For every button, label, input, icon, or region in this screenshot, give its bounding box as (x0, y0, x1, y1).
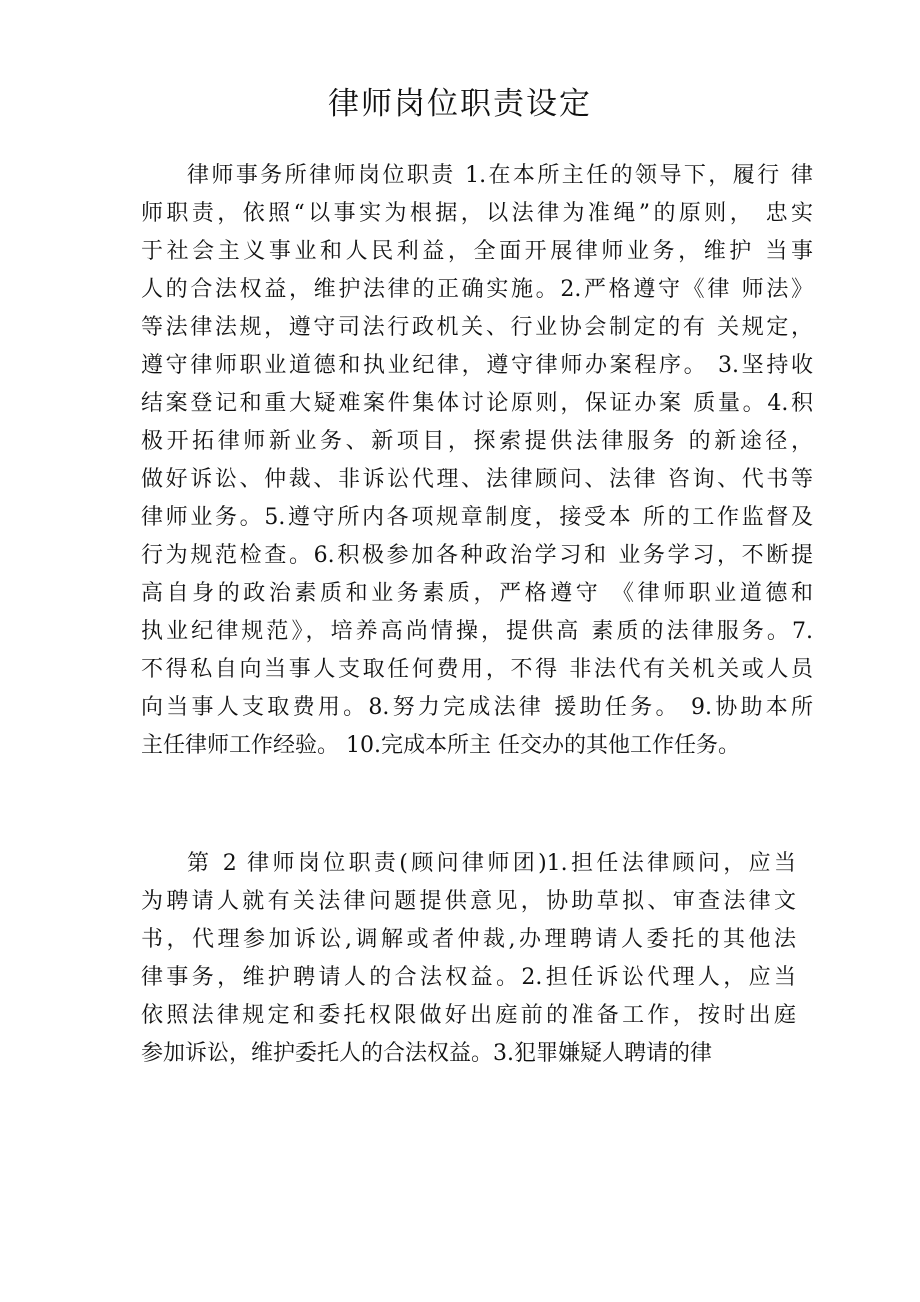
text-line: 律事务，维护聘请人的合法权益。2.担任诉讼代理人，应当 (141, 965, 796, 990)
text-line: 极开拓律师新业务、新项目，探索提供法律服务 的新途径， (141, 429, 813, 454)
text-line: 向当事人支取费用。8.努力完成法律 援助任务。 9.协助本所 (141, 695, 813, 720)
text-line: 等法律法规，遵守司法行政机关、行业协会制定的有 关规定， (141, 315, 813, 340)
paragraph-lawyer-duties (141, 157, 813, 765)
text-line: 第 2 律师岗位职责(顾问律师团)1.担任法律顾问，应当 (187, 851, 796, 876)
text-line: 于社会主义事业和人民利益，全面开展律师业务，维护 当事 (141, 239, 813, 264)
text-line: 做好诉讼、仲裁、非诉讼代理、法律顾问、法律 咨询、代书等 (141, 467, 813, 492)
text-line: 高自身的政治素质和业务素质，严格遵守 《律师职业道德和 (141, 581, 813, 606)
text-line: 律师业务。5.遵守所内各项规章制度，接受本 所的工作监督及 (141, 505, 813, 530)
document-title: 律师岗位职责设定 (328, 86, 592, 122)
text-line: 书，代理参加诉讼,调解或者仲裁,办理聘请人委托的其他法 (141, 927, 796, 952)
text-line: 参加诉讼，维护委托人的合法权益。3.犯罪嫌疑人聘请的律 (141, 1041, 712, 1066)
text-line: 师职责，依照“以事实为根据，以法律为准绳”的原则， 忠实 (141, 201, 813, 226)
text-line: 为聘请人就有关法律问题提供意见，协助草拟、审查法律文 (141, 889, 796, 914)
text-line: 执业纪律规范》，培养高尚情操，提供高 素质的法律服务。7. (141, 619, 813, 644)
text-line: 律师事务所律师岗位职责 1.在本所主任的领导下，履行 律 (187, 163, 813, 188)
text-line: 人的合法权益，维护法律的正确实施。2.严格遵守《律 师法》 (141, 277, 813, 302)
text-line: 不得私自向当事人支取任何费用，不得 非法代有关机关或人员 (141, 657, 813, 682)
text-line: 依照法律规定和委托权限做好出庭前的准备工作，按时出庭 (141, 1003, 796, 1028)
text-line: 行为规范检查。6.积极参加各种政治学习和 业务学习，不断提 (141, 543, 813, 568)
text-line: 主任律师工作经验。 10.完成本所主 任交办的其他工作任务。 (141, 733, 740, 758)
text-line: 结案登记和重大疑难案件集体讨论原则，保证办案 质量。4.积 (141, 391, 813, 416)
paragraph-counsel-duties (141, 845, 796, 1073)
text-line: 遵守律师职业道德和执业纪律，遵守律师办案程序。 3.坚持收 (141, 353, 813, 378)
